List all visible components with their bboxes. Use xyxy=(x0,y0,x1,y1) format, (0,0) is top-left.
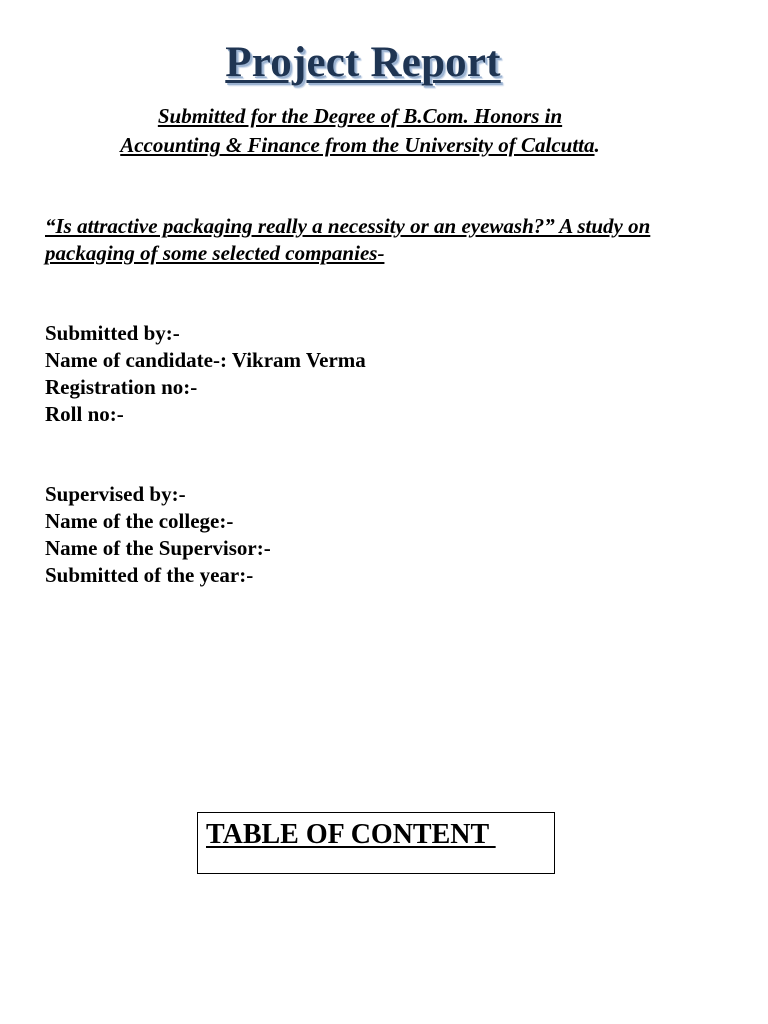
project-topic: “Is attractive packaging really a necessity or an eyewash?” A study on packaging of some selected companies- xyxy=(45,214,651,265)
document-title: Project Report xyxy=(225,39,501,86)
roll-number: Roll no:- xyxy=(45,402,124,426)
degree-line-2-period: . xyxy=(594,133,600,157)
college-name: Name of the college:- xyxy=(45,509,234,533)
supervisor-name: Name of the Supervisor:- xyxy=(45,536,271,560)
supervision-details xyxy=(45,481,271,589)
degree-statement xyxy=(60,102,660,160)
table-of-content-box xyxy=(197,812,555,874)
registration-number: Registration no:- xyxy=(45,375,198,399)
degree-line-2-text: Accounting & Finance from the University of Calcutta xyxy=(120,133,595,157)
table-of-content-heading: TABLE OF CONTENT xyxy=(206,819,496,850)
supervised-by-heading: Supervised by:- xyxy=(45,482,186,506)
submission-details xyxy=(45,320,366,428)
submitted-by-heading: Submitted by:- xyxy=(45,321,180,345)
degree-line-1 xyxy=(60,102,660,131)
submission-year: Submitted of the year:- xyxy=(45,563,254,587)
candidate-name: Name of candidate-: Vikram Verma xyxy=(45,348,366,372)
degree-line-1-text: Submitted for the Degree of B.Com. Honors in xyxy=(157,104,563,128)
degree-line-2 xyxy=(60,131,660,160)
